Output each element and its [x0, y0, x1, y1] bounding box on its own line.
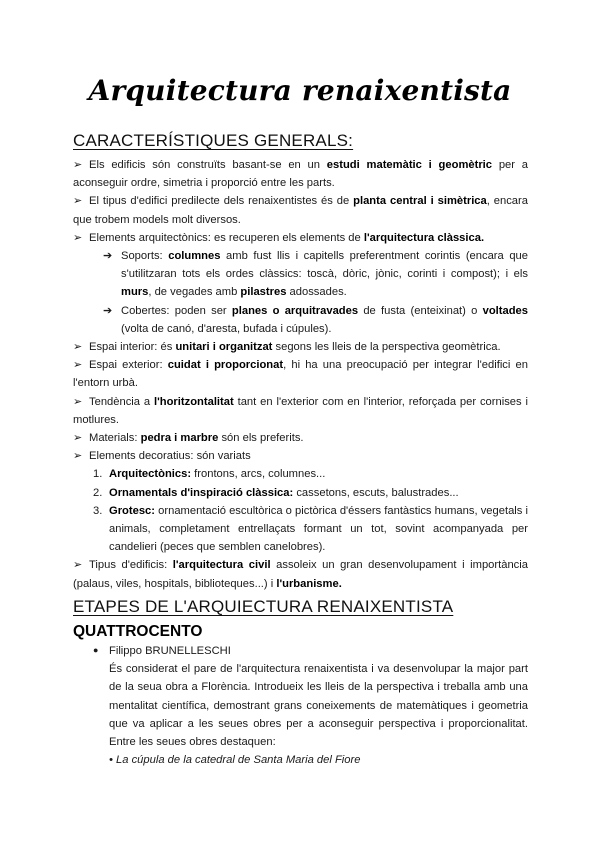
list-item: [73, 641, 528, 660]
quattrocento-content: [73, 641, 528, 769]
list-item: ➢ Elements decoratius: són variats: [73, 447, 528, 465]
subheading-quattrocento: QUATTROCENTO: [73, 623, 203, 640]
bullet-dot-icon: ●: [93, 645, 99, 655]
list-item: ➢ Materials: pedra i marbre són els preferits.: [73, 429, 528, 447]
item-number: 1.: [93, 468, 103, 481]
work-item: • La cúpula de la catedral de Santa Maria del Fiore: [109, 754, 361, 767]
sub-list-item: ➔ Cobertes: poden ser planes o arquitravades de fusta (enteixinat) o voltades (volta de canó, d'aresta, bufada i cúpules).: [73, 302, 528, 338]
numbered-item: 2. Ornamentals d'inspiració clàssica: cassetons, escuts, balustrades...: [73, 484, 528, 502]
list-item: ➢ Els edificis són construïts basant-se en un estudi matemàtic i geomètric per a aconseguir ordre, simetria i proporció entre les parts.: [73, 156, 528, 192]
right-arrow-icon: ➔: [103, 250, 113, 263]
item-number: 3.: [93, 504, 103, 517]
bullet-arrow-icon: ➢: [73, 231, 83, 244]
numbered-item: 3. Grotesc: ornamentació escultòrica o pictòrica d'éssers fantàstics humans, vegetals i animals, completament entrellaçats formant un tot, sovint acompanyada per candelieri (peces que semblen canelobres).: [73, 502, 528, 557]
bullet-arrow-icon: ➢: [73, 395, 83, 408]
bullet-arrow-icon: ➢: [73, 195, 83, 208]
list-item: ➢ Espai interior: és unitari i organitzat segons les lleis de la perspectiva geomètrica.: [73, 338, 528, 356]
bullet-arrow-icon: ➢: [73, 359, 83, 372]
sub-list-item: ➔ Soports: columnes amb fust llis i capitells preferentment corintis (encara que s'utilitzaran tots els ordes clàssics: toscà, dòric, jònic, corinti i compost); i els murs, de vegades amb pilastres adossades.: [73, 247, 528, 302]
list-item: ➢ Elements arquitectònics: es recuperen els elements de l'arquitectura clàssica.: [73, 229, 528, 247]
bullet-arrow-icon: ➢: [73, 432, 83, 445]
section-heading-characteristics: CARACTERÍSTIQUES GENERALS:: [73, 131, 354, 150]
bullet-arrow-icon: ➢: [73, 559, 83, 572]
list-item: ➢ El tipus d'edifici predilecte dels renaixentistes és de planta central i simètrica, encara que trobem models molt diversos.: [73, 192, 528, 228]
item-number: 2.: [93, 486, 103, 499]
characteristics-list: [73, 156, 528, 593]
page-title: Arquitectura renaixentista: [88, 74, 512, 107]
right-arrow-icon: ➔: [103, 304, 113, 317]
list-item: ➢ Espai exterior: cuidat i proporcionat, hi ha una preocupació per integrar l'edifici en l'entorn urbà.: [73, 356, 528, 392]
section-heading-stages: ETAPES DE L'ARQUIECTURA RENAIXENTISTA: [73, 597, 454, 616]
bullet-arrow-icon: ➢: [73, 159, 83, 171]
numbered-item: 1. Arquitectònics: frontons, arcs, columnes...: [73, 465, 528, 483]
paragraph: És considerat el pare de l'arquitectura renaixentista i va desenvolupar la major part de la seua obra a Florència. Introdueix les lleis de la perspectiva i treballa amb una mentalitat científica, demostrant grans coneixements de matemàtiques i geometria que va aplicar a les seues obres per a aconseguir perspectiva i proporcionalitat. Entre les seues obres destaquen:: [109, 663, 528, 749]
bullet-arrow-icon: ➢: [73, 341, 83, 354]
bullet-arrow-icon: ➢: [73, 450, 83, 463]
list-item: ➢ Tendència a l'horitzontalitat tant en l'exterior com en l'interior, reforçada per cornises i motlures.: [73, 393, 528, 429]
person-name: Filippo BRUNELLESCHI: [109, 645, 231, 657]
list-item: ➢ Tipus d'edificis: l'arquitectura civil assoleix un gran desenvolupament i importància (palaus, viles, hospitals, biblioteques...) i l'urbanisme.: [73, 556, 528, 592]
